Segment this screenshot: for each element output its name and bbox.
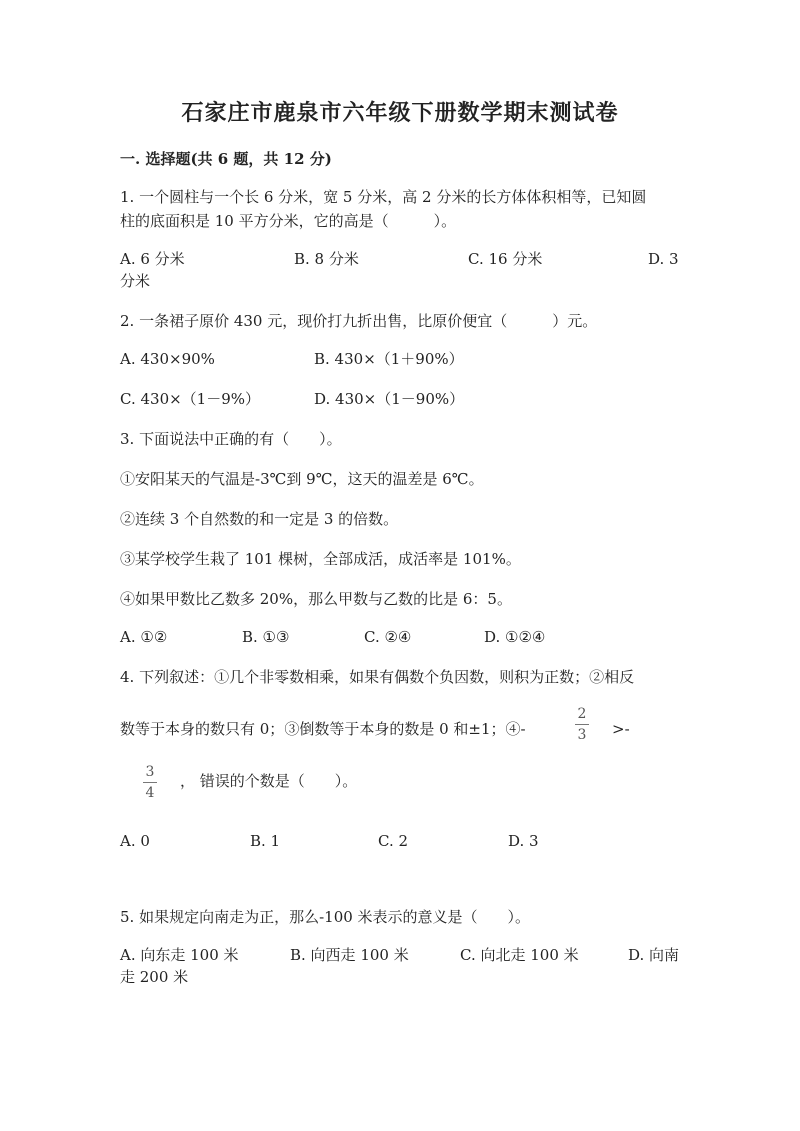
q5-option-a[interactable]: A. 向东走 100 米 — [120, 946, 239, 964]
q4-option-a[interactable]: A. 0 — [120, 832, 150, 850]
q4-option-b[interactable]: B. 1 — [250, 832, 281, 850]
q5-option-b[interactable]: B. 向西走 100 米 — [290, 946, 409, 964]
q1-option-b[interactable]: B. 8 分米 — [294, 250, 359, 268]
q3-statement-4: ④如果甲数比乙数多 20%，那么甲数与乙数的比是 6：5。 — [120, 590, 512, 608]
question-3-text: 3. 下面说法中正确的有（ ）。 — [120, 430, 342, 448]
page-title: 石家庄市鹿泉市六年级下册数学期末测试卷 — [181, 100, 619, 126]
q3-option-b[interactable]: B. ①③ — [242, 628, 290, 646]
q3-option-a[interactable]: A. ①② — [120, 628, 168, 646]
q3-statement-1: ①安阳某天的气温是-3℃到 9℃，这天的温差是 6℃。 — [120, 470, 484, 488]
fraction-denominator: 4 — [145, 785, 155, 801]
q5-option-c[interactable]: C. 向北走 100 米 — [460, 946, 579, 964]
question-1-line-1: 1. 一个圆柱与一个长 6 分米，宽 5 分米，高 2 分米的长方体体积相等，已知圆 — [120, 188, 647, 206]
question-1-line-2: 柱的底面积是 10 平方分米，它的高是（ ）。 — [120, 212, 457, 230]
question-4-line-2: 数等于本身的数只有 0；③倒数等于本身的数是 0 和±1；④- — [120, 720, 526, 738]
q3-option-c[interactable]: C. ②④ — [364, 628, 412, 646]
q2-option-c[interactable]: C. 430×（1－9%） — [120, 390, 261, 408]
q2-option-d[interactable]: D. 430×（1－90%） — [314, 390, 465, 408]
q2-option-b[interactable]: B. 430×（1＋90%） — [314, 350, 464, 368]
fraction-two-thirds — [572, 706, 592, 743]
q4-option-d[interactable]: D. 3 — [508, 832, 539, 850]
question-5-text: 5. 如果规定向南走为正，那么-100 米表示的意义是（ ）。 — [120, 908, 531, 926]
fraction-numerator: 3 — [145, 764, 155, 780]
q2-option-a[interactable]: A. 430×90% — [120, 350, 215, 368]
question-4-line-1: 4. 下列叙述：①几个非零数相乘，如果有偶数个负因数，则积为正数；②相反 — [120, 668, 635, 686]
q3-statement-2: ②连续 3 个自然数的和一定是 3 的倍数。 — [120, 510, 399, 528]
q1-option-d-wrap: 分米 — [120, 272, 151, 290]
q3-option-d[interactable]: D. ①②④ — [484, 628, 546, 646]
q4-option-c[interactable]: C. 2 — [378, 832, 409, 850]
q1-option-d[interactable]: D. 3 — [648, 250, 679, 268]
fraction-three-quarters — [140, 764, 160, 801]
q1-option-a[interactable]: A. 6 分米 — [120, 250, 185, 268]
fraction-bar — [575, 724, 589, 725]
question-2-text: 2. 一条裙子原价 430 元，现价打九折出售，比原价便宜（ ）元。 — [120, 312, 598, 330]
section-title: 一. 选择题(共 6 题，共 12 分) — [120, 150, 332, 168]
fraction-denominator: 3 — [577, 727, 587, 743]
q5-option-d[interactable]: D. 向南 — [628, 946, 680, 964]
q5-option-d-wrap: 走 200 米 — [120, 968, 189, 986]
question-4-line-3: ， 错误的个数是（ ）。 — [180, 772, 358, 790]
q3-statement-3: ③某学校学生栽了 101 棵树，全部成活，成活率是 101%。 — [120, 550, 521, 568]
fraction-numerator: 2 — [577, 706, 587, 722]
fraction-bar — [143, 782, 157, 783]
q1-option-c[interactable]: C. 16 分米 — [468, 250, 543, 268]
question-4-line-2-tail: >- — [612, 720, 630, 738]
